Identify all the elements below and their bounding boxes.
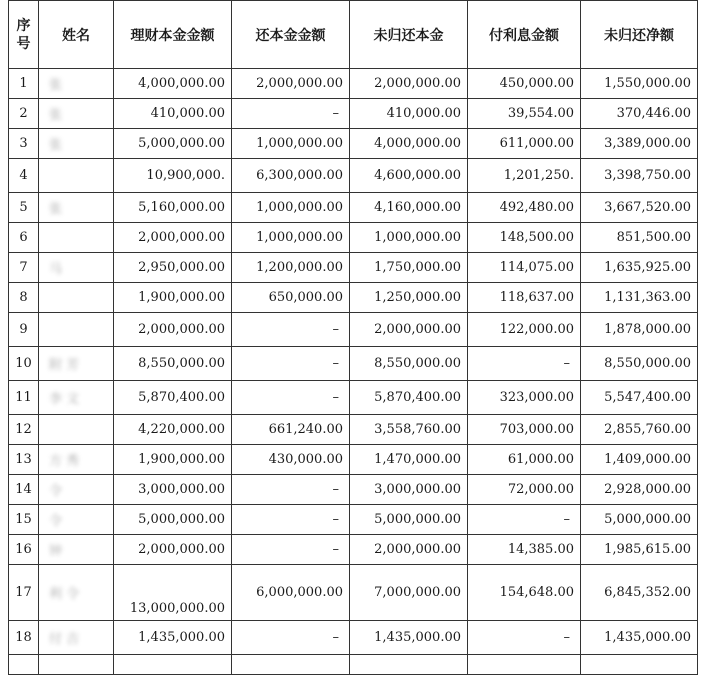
row-principal: 5,870,400.00: [114, 381, 232, 415]
row-interest: 118,637.00: [468, 283, 581, 313]
row-principal: 1,435,000.00: [114, 621, 232, 655]
redacted-name: 李 文: [49, 392, 80, 407]
row-net: 2,855,760.00: [581, 415, 698, 445]
row-interest: 122,000.00: [468, 313, 581, 347]
header-net: 未归还净额: [581, 1, 698, 69]
row-principal: 13,000,000.00: [114, 565, 232, 621]
table-row: [9, 565, 698, 621]
row-interest: 14,385.00: [468, 535, 581, 565]
header-repaid: 还本金金额: [232, 1, 350, 69]
row-repaid: –: [232, 505, 350, 535]
row-unreturned: 5,870,400.00: [350, 381, 468, 415]
row-interest: –: [468, 621, 581, 655]
row-name: [39, 283, 114, 313]
row-repaid: –: [232, 535, 350, 565]
row-repaid: 6,000,000.00: [232, 565, 350, 621]
row-seq: 13: [9, 445, 39, 475]
row-net: 1,131,363.00: [581, 283, 698, 313]
redacted-name: 附 芳: [49, 358, 80, 373]
row-seq: 6: [9, 223, 39, 253]
row-principal: 3,000,000.00: [114, 475, 232, 505]
row-unreturned: 2,000,000.00: [350, 313, 468, 347]
redacted-name: 令: [49, 484, 63, 499]
row-name: [39, 505, 114, 535]
table-row: [9, 535, 698, 565]
row-seq: 16: [9, 535, 39, 565]
row-seq: 12: [9, 415, 39, 445]
table-row: [9, 193, 698, 223]
row-unreturned: 4,000,000.00: [350, 129, 468, 159]
redacted-name: 马: [49, 262, 63, 277]
row-seq: 2: [9, 99, 39, 129]
row-interest: 154,648.00: [468, 565, 581, 621]
row-repaid: –: [232, 99, 350, 129]
row-interest: 148,500.00: [468, 223, 581, 253]
empty-cell: [9, 655, 39, 675]
row-net: 1,409,000.00: [581, 445, 698, 475]
row-seq: 8: [9, 283, 39, 313]
header-interest: 付利息金额: [468, 1, 581, 69]
empty-cell: [114, 655, 232, 675]
header-seq: 序 号: [9, 1, 39, 69]
row-interest: –: [468, 347, 581, 381]
row-principal: 410,000.00: [114, 99, 232, 129]
redacted-name: 令: [49, 514, 63, 529]
row-name: [39, 415, 114, 445]
row-principal: 5,000,000.00: [114, 129, 232, 159]
row-unreturned: 1,000,000.00: [350, 223, 468, 253]
table-body: [9, 69, 698, 675]
row-repaid: 6,300,000.00: [232, 159, 350, 193]
redacted-name: 张: [49, 78, 63, 93]
row-repaid: –: [232, 381, 350, 415]
row-interest: 61,000.00: [468, 445, 581, 475]
row-net: 6,845,352.00: [581, 565, 698, 621]
table-row: [9, 223, 698, 253]
row-repaid: 1,000,000.00: [232, 193, 350, 223]
redacted-name: 方 秀: [49, 454, 80, 469]
row-seq: 14: [9, 475, 39, 505]
row-seq: 7: [9, 253, 39, 283]
row-name: [39, 621, 114, 655]
row-unreturned: 3,000,000.00: [350, 475, 468, 505]
row-repaid: 2,000,000.00: [232, 69, 350, 99]
row-unreturned: 2,000,000.00: [350, 535, 468, 565]
row-net: 2,928,000.00: [581, 475, 698, 505]
row-name: [39, 445, 114, 475]
repayment-table: [8, 0, 698, 675]
row-repaid: 661,240.00: [232, 415, 350, 445]
row-name: [39, 99, 114, 129]
redacted-name: 利 令: [49, 587, 80, 602]
row-seq: 11: [9, 381, 39, 415]
row-interest: 611,000.00: [468, 129, 581, 159]
row-name: [39, 313, 114, 347]
row-seq: 9: [9, 313, 39, 347]
row-repaid: –: [232, 475, 350, 505]
row-principal: 5,160,000.00: [114, 193, 232, 223]
row-net: 8,550,000.00: [581, 347, 698, 381]
table-row: [9, 347, 698, 381]
row-principal: 2,000,000.00: [114, 223, 232, 253]
table-row: [9, 655, 698, 675]
row-name: [39, 193, 114, 223]
row-name: [39, 223, 114, 253]
row-unreturned: 4,600,000.00: [350, 159, 468, 193]
table-row: [9, 445, 698, 475]
empty-cell: [232, 655, 350, 675]
row-net: 1,878,000.00: [581, 313, 698, 347]
redacted-name: 张: [49, 108, 63, 123]
row-unreturned: 1,470,000.00: [350, 445, 468, 475]
row-interest: 114,075.00: [468, 253, 581, 283]
row-interest: –: [468, 505, 581, 535]
header-unreturned: 未归还本金: [350, 1, 468, 69]
row-interest: 39,554.00: [468, 99, 581, 129]
row-unreturned: 1,435,000.00: [350, 621, 468, 655]
row-seq: 4: [9, 159, 39, 193]
header-principal: 理财本金金额: [114, 1, 232, 69]
row-unreturned: 5,000,000.00: [350, 505, 468, 535]
table-row: [9, 159, 698, 193]
redacted-name: 钟: [49, 544, 63, 559]
row-net: 3,389,000.00: [581, 129, 698, 159]
row-repaid: 1,000,000.00: [232, 223, 350, 253]
row-net: 1,435,000.00: [581, 621, 698, 655]
row-interest: 72,000.00: [468, 475, 581, 505]
row-repaid: 1,200,000.00: [232, 253, 350, 283]
row-principal: 2,000,000.00: [114, 313, 232, 347]
redacted-name: 张: [49, 138, 63, 153]
empty-cell: [350, 655, 468, 675]
header-name: 姓名: [39, 1, 114, 69]
row-interest: 1,201,250.: [468, 159, 581, 193]
row-net: 1,985,615.00: [581, 535, 698, 565]
empty-cell: [468, 655, 581, 675]
header-row: [9, 1, 698, 69]
empty-cell: [39, 655, 114, 675]
table-row: [9, 475, 698, 505]
row-repaid: 1,000,000.00: [232, 129, 350, 159]
row-principal: 1,900,000.00: [114, 445, 232, 475]
row-net: 1,550,000.00: [581, 69, 698, 99]
row-interest: 492,480.00: [468, 193, 581, 223]
row-seq: 5: [9, 193, 39, 223]
table-row: [9, 313, 698, 347]
row-seq: 15: [9, 505, 39, 535]
row-name: [39, 347, 114, 381]
row-seq: 1: [9, 69, 39, 99]
row-unreturned: 1,250,000.00: [350, 283, 468, 313]
row-principal: 10,900,000.: [114, 159, 232, 193]
row-name: [39, 253, 114, 283]
redacted-name: 付 吉: [49, 632, 80, 647]
row-repaid: –: [232, 313, 350, 347]
row-principal: 8,550,000.00: [114, 347, 232, 381]
row-principal: 2,000,000.00: [114, 535, 232, 565]
row-name: [39, 535, 114, 565]
row-unreturned: 410,000.00: [350, 99, 468, 129]
table-row: [9, 621, 698, 655]
table-row: [9, 129, 698, 159]
row-principal: 2,950,000.00: [114, 253, 232, 283]
table-row: [9, 253, 698, 283]
row-repaid: –: [232, 347, 350, 381]
row-unreturned: 8,550,000.00: [350, 347, 468, 381]
table-row: [9, 69, 698, 99]
row-repaid: 430,000.00: [232, 445, 350, 475]
row-unreturned: 1,750,000.00: [350, 253, 468, 283]
row-net: 3,398,750.00: [581, 159, 698, 193]
table-row: [9, 505, 698, 535]
redacted-name: 张: [49, 202, 63, 217]
table-row: [9, 99, 698, 129]
row-seq: 18: [9, 621, 39, 655]
empty-cell: [581, 655, 698, 675]
row-interest: 323,000.00: [468, 381, 581, 415]
table-row: [9, 283, 698, 313]
row-net: 370,446.00: [581, 99, 698, 129]
row-seq: 10: [9, 347, 39, 381]
row-unreturned: 7,000,000.00: [350, 565, 468, 621]
row-unreturned: 2,000,000.00: [350, 69, 468, 99]
row-unreturned: 4,160,000.00: [350, 193, 468, 223]
row-name: [39, 69, 114, 99]
row-name: [39, 159, 114, 193]
row-net: 3,667,520.00: [581, 193, 698, 223]
row-name: [39, 565, 114, 621]
row-name: [39, 381, 114, 415]
row-seq: 3: [9, 129, 39, 159]
row-net: 1,635,925.00: [581, 253, 698, 283]
row-principal: 4,000,000.00: [114, 69, 232, 99]
row-principal: 5,000,000.00: [114, 505, 232, 535]
row-repaid: –: [232, 621, 350, 655]
table-row: [9, 415, 698, 445]
row-name: [39, 475, 114, 505]
table-row: [9, 381, 698, 415]
row-principal: 1,900,000.00: [114, 283, 232, 313]
row-net: 851,500.00: [581, 223, 698, 253]
row-unreturned: 3,558,760.00: [350, 415, 468, 445]
row-net: 5,547,400.00: [581, 381, 698, 415]
row-net: 5,000,000.00: [581, 505, 698, 535]
row-interest: 450,000.00: [468, 69, 581, 99]
row-repaid: 650,000.00: [232, 283, 350, 313]
row-name: [39, 129, 114, 159]
row-principal: 4,220,000.00: [114, 415, 232, 445]
row-seq: 17: [9, 565, 39, 621]
row-interest: 703,000.00: [468, 415, 581, 445]
